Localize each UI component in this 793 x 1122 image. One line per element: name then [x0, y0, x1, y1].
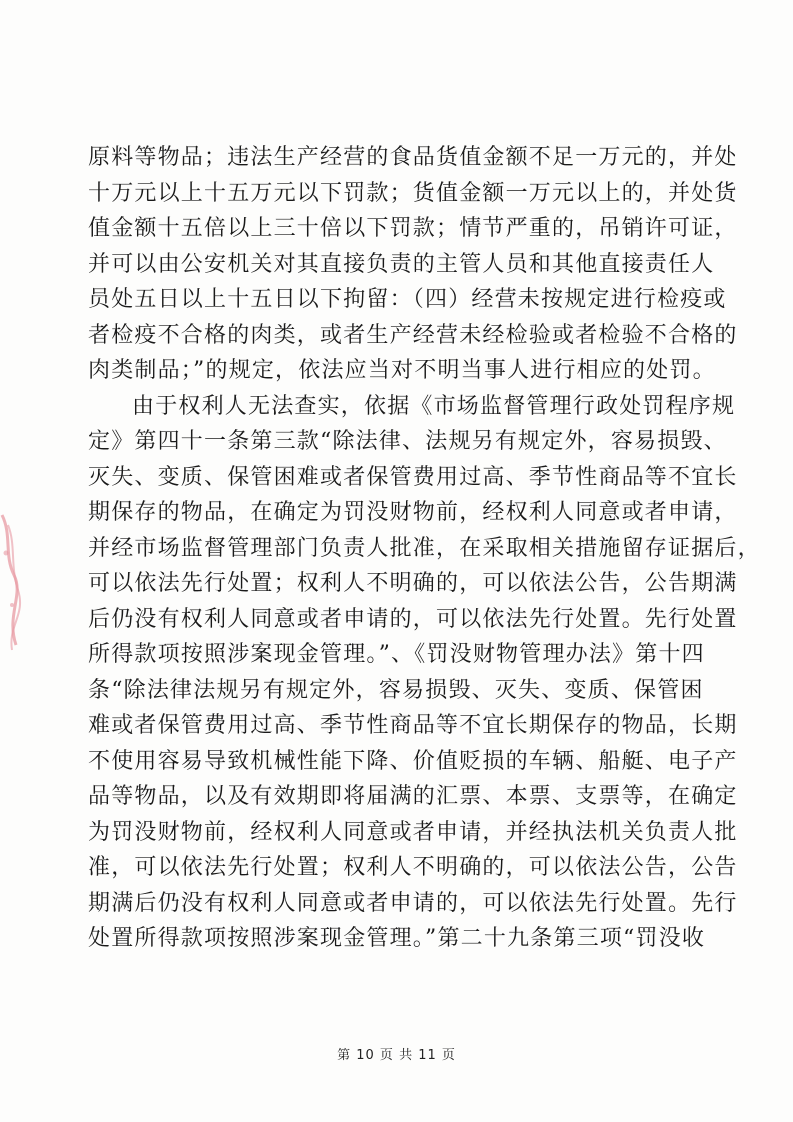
text-line: 品等物品，以及有效期即将届满的汇票、本票、支票等，在确定 [88, 784, 738, 809]
text-line: 不使用容易导致机械性能下降、价值贬损的车辆、船艇、电子产 [88, 748, 738, 774]
text-line: 为罚没财物前，经权利人同意或者申请，并经执法机关负责人批 [88, 819, 738, 845]
text-line: 处置所得款项按照涉案现金管理。”第二十九条第三项“罚没收 [88, 926, 706, 951]
text-line: 灭失、变质、保管困难或者保管费用过高、季节性商品等不宜长 [88, 464, 738, 490]
text-line: 所得款项按照涉案现金管理。”、《罚没财物管理办法》第十四 [88, 642, 705, 667]
text-line: 并可以由公安机关对其直接负责的主管人员和其他直接责任人 [88, 251, 715, 277]
text-line: 十万元以上十五万元以下罚款；货值金额一万元以上的，并处货 [88, 180, 738, 206]
text-line: 者检疫不合格的肉类，或者生产经营未经检验或者检验不合格的 [88, 322, 738, 348]
text-line: 难或者保管费用过高、季节性商品等不宜长期保存的物品，长期 [88, 713, 738, 738]
text-line: 定》第四十一条第三款“除法律、法规另有规定外，容易损毁、 [88, 429, 727, 454]
text-line: 条“除法律法规另有规定外，容易损毁、灭失、变质、保管困 [88, 677, 704, 703]
text-line: 并经市场监督管理部门负责人批准，在采取相关措施留存证据后， [88, 535, 761, 561]
body-text [88, 140, 761, 957]
text-line: 期满后仍没有权利人同意或者申请的，可以依法先行处置。先行 [88, 890, 738, 916]
text-line: 原料等物品；违法生产经营的食品货值金额不足一万元的，并处 [88, 145, 738, 170]
text-line: 肉类制品；”的规定，依法应当对不明当事人进行相应的处罚。 [88, 358, 716, 383]
text-line: 准，可以依法先行处置；权利人不明确的，可以依法公告，公告 [88, 855, 738, 880]
text-line: 后仍没有权利人同意或者申请的，可以依法先行处置。先行处置 [88, 606, 738, 632]
seal-stamp-edge [0, 505, 22, 655]
page-number: 第 10 页 共 11 页 [337, 1048, 456, 1063]
text-line: 员处五日以上十五日以下拘留：（四）经营未按规定进行检疫或 [88, 287, 727, 312]
text-line: 期保存的物品，在确定为罚没财物前，经权利人同意或者申请， [88, 500, 738, 525]
text-line: 值金额十五倍以上三十倍以下罚款；情节严重的，吊销许可证， [88, 216, 738, 241]
paragraph-start-line: 由于权利人无法查实，依据《市场监督管理行政处罚程序规 [132, 393, 736, 419]
text-line: 可以依法先行处置；权利人不明确的，可以依法公告，公告期满 [88, 571, 738, 596]
